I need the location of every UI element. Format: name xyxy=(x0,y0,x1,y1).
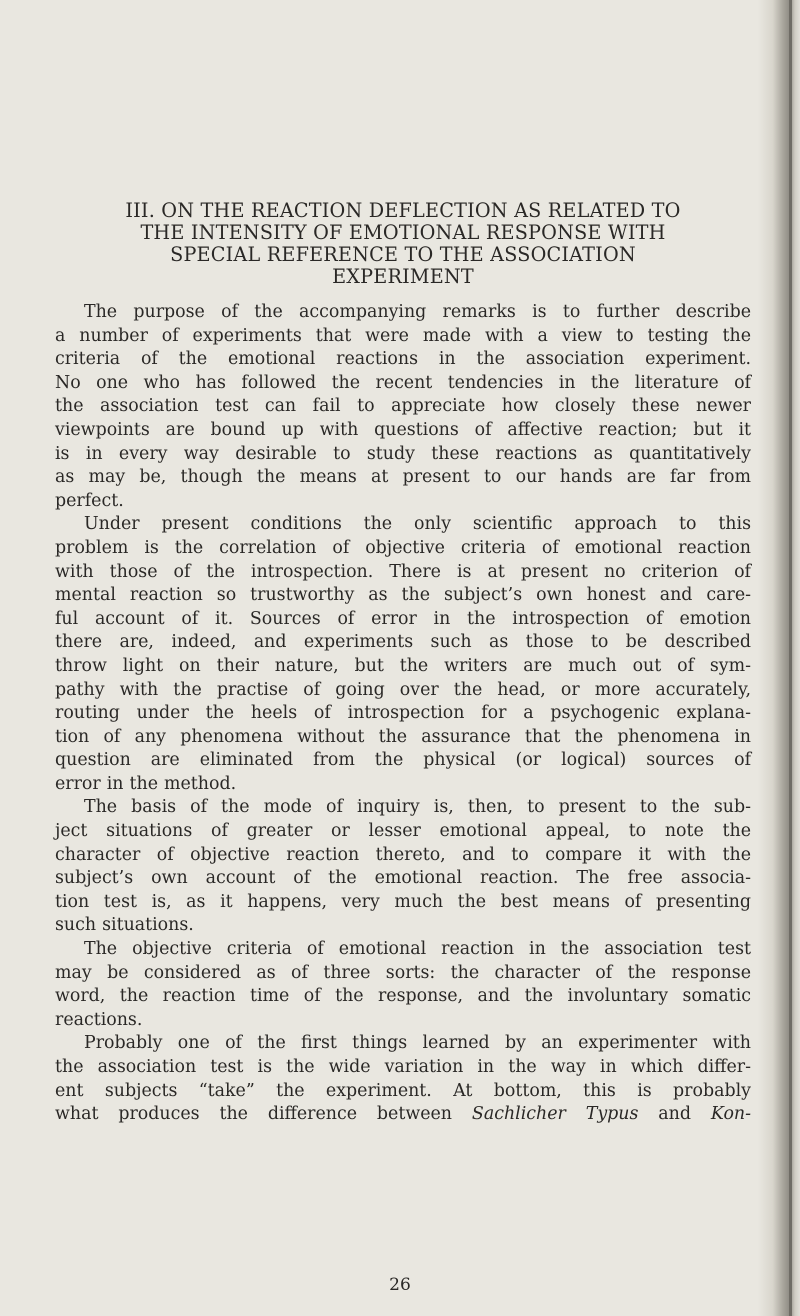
text-line: pathy with the practise of going over the head, or more accurately, xyxy=(55,679,751,700)
text-line: throw light on their nature, but the writers are much out of sym- xyxy=(55,655,751,676)
page-edge-shadow xyxy=(758,0,800,1316)
text-line: tion test is, as it happens, very much the best means of presenting xyxy=(55,891,751,912)
text-line: may be considered as of three sorts: the character of the response xyxy=(55,962,751,983)
heading-line: THE INTENSITY OF EMOTIONAL RESPONSE WITH xyxy=(140,221,666,244)
heading-line: EXPERIMENT xyxy=(332,265,474,288)
text-line: with those of the introspection. There is at present no criterion of xyxy=(55,561,751,582)
text-line: the association test can fail to appreciate how closely these newer xyxy=(55,396,751,417)
text-line: criteria of the emotional reactions in the association experiment. xyxy=(55,349,751,370)
text-line: Probably one of the first things learned by an experimenter with xyxy=(84,1033,751,1054)
text-line: The basis of the mode of inquiry is, then, to present to the sub- xyxy=(84,797,751,818)
text-fragment: and xyxy=(638,1104,711,1125)
text-line: ject situations of greater or lesser emotional appeal, to note the xyxy=(55,821,751,842)
chapter-heading xyxy=(55,200,751,288)
text-line: subject’s own account of the emotional reaction. The free associa- xyxy=(55,868,751,889)
text-line: such situations. xyxy=(55,915,194,936)
text-line: viewpoints are bound up with questions of affective reaction; but it xyxy=(55,419,751,440)
body-text xyxy=(55,301,751,1127)
text-line: ent subjects “take” the experiment. At bottom, this is probably xyxy=(55,1080,751,1101)
text-line: error in the method. xyxy=(55,773,237,794)
text-line: a number of experiments that were made with a view to testing the xyxy=(55,325,751,346)
text-line: tion of any phenomena without the assurance that the phenomena in xyxy=(55,726,751,747)
text-line: there are, indeed, and experiments such as those to be described xyxy=(55,632,751,653)
text-line: mental reaction so trustworthy as the subject’s own honest and care- xyxy=(55,585,751,606)
text-line: No one who has followed the recent tendencies in the literature of xyxy=(55,372,751,393)
text-line: is in every way desirable to study these reactions as quantitatively xyxy=(55,443,751,464)
paragraph xyxy=(55,1032,751,1126)
text-line: word, the reaction time of the response, and the involuntary somatic xyxy=(55,986,751,1007)
heading-line: SPECIAL REFERENCE TO THE ASSOCIATION xyxy=(170,243,636,266)
text-line: Under present conditions the only scientific approach to this xyxy=(84,514,751,535)
text-line: perfect. xyxy=(55,490,124,511)
paragraph xyxy=(55,796,751,938)
text-line: problem is the correlation of objective criteria of emotional reaction xyxy=(55,537,751,558)
text-line: the association test is the wide variation in the way in which differ- xyxy=(55,1057,751,1077)
paragraph xyxy=(55,938,751,1032)
page-number: 26 xyxy=(389,1275,411,1295)
italic-term: Kon- xyxy=(710,1104,751,1125)
paragraph xyxy=(55,513,751,796)
text-line: The purpose of the accompanying remarks is to further describe xyxy=(84,302,751,322)
page-body xyxy=(55,200,751,1127)
text-fragment: what produces the difference between xyxy=(55,1104,453,1125)
paragraph xyxy=(55,301,751,513)
text-line: question are eliminated from the physical (or logical) sources of xyxy=(55,750,751,771)
italic-term: Sachlicher Typus xyxy=(471,1104,639,1125)
text-line: reactions. xyxy=(55,1009,143,1030)
text-line: ful account of it. Sources of error in the introspection of emotion xyxy=(55,608,751,629)
text-line: The objective criteria of emotional reaction in the association test xyxy=(84,939,751,960)
heading-line: III. ON THE REACTION DEFLECTION AS RELATED TO xyxy=(125,199,681,222)
text-line: character of objective reaction thereto, and to compare it with the xyxy=(55,844,751,865)
text-line: routing under the heels of introspection for a psychogenic explana- xyxy=(55,703,751,724)
text-line: as may be, though the means at present to our hands are far from xyxy=(55,467,751,488)
text-line xyxy=(55,1103,751,1127)
